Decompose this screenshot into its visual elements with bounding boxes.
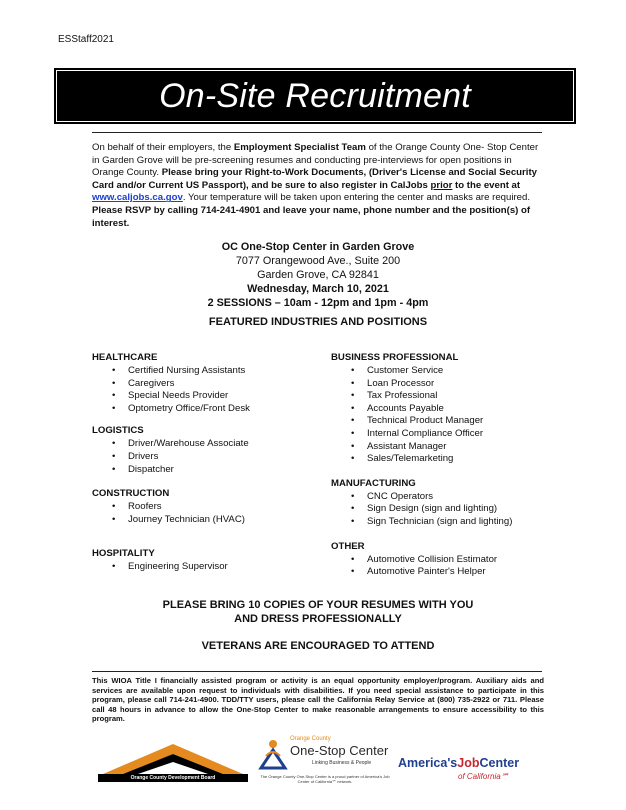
ajc-subtitle: of California℠: [458, 772, 509, 781]
location-address-1: 7077 Orangewood Ave., Suite 200: [235, 255, 401, 267]
osc-footnote: The Orange County One-Stop Center is a proud partner of America's Job Center of California℠ network.: [260, 774, 390, 784]
list-item: • Sign Technician (sign and lighting): [331, 516, 561, 529]
list-item: • Customer Service: [331, 365, 561, 378]
list-item: • Technical Product Manager: [331, 415, 561, 428]
list-item: • Special Needs Provider: [92, 390, 322, 403]
category-manufacturing: MANUFACTURING: [331, 477, 416, 489]
category-logistics: LOGISTICS: [92, 425, 144, 437]
divider-bottom: [92, 671, 542, 672]
intro-bold-3: to the event at: [452, 179, 521, 191]
list-item: • Journey Technician (HVAC): [92, 514, 322, 527]
list-item: • Assistant Manager: [331, 441, 561, 454]
resume-notice-line-1: PLEASE BRING 10 COPIES OF YOUR RESUMES WITH YOU: [162, 599, 474, 611]
list-item: • Automotive Painter's Helper: [331, 566, 561, 579]
wioa-disclaimer: This WIOA Title I financially assisted program or activity is an equal opportunity employer/program. Auxiliary aids and services are available upon request to individuals with disabilities. If you need special assistance to participate in this program, please call 714-241-4900. TDD/TTY users, please call the California Relay Service at (800) 735-2922 or 711. Please call 48 hours in advance to allow the One-Stop Center to make reasonable arrangements to ensure accessibility to this program.: [92, 676, 544, 724]
osc-tagline: Linking Business & People: [312, 760, 372, 766]
other-list: [331, 554, 561, 579]
category-other: OTHER: [331, 540, 365, 552]
event-sessions: 2 SESSIONS – 10am - 12pm and 1pm - 4pm: [207, 297, 429, 309]
document-code: ESStaff2021: [58, 34, 114, 45]
location-address-2: Garden Grove, CA 92841: [257, 269, 379, 281]
intro-bold-1: Employment Specialist Team: [233, 142, 366, 153]
osc-top-text: Orange County: [290, 736, 331, 742]
ocdb-roof-icon: [98, 742, 248, 776]
construction-list: [92, 501, 322, 526]
category-construction: CONSTRUCTION: [92, 488, 170, 500]
resume-notice-line-2: AND DRESS PROFESSIONALLY: [234, 613, 402, 625]
hospitality-list: [92, 561, 322, 574]
list-item: • Optometry Office/Front Desk: [92, 403, 322, 416]
list-item: • CNC Operators: [331, 491, 561, 504]
manufacturing-list: [331, 491, 561, 529]
divider-top: [92, 132, 542, 133]
category-healthcare: HEALTHCARE: [92, 352, 158, 363]
list-item: • Sales/Telemarketing: [331, 453, 561, 466]
event-location: [92, 240, 544, 310]
list-item: • Accounts Payable: [331, 403, 561, 416]
list-item: • Certified Nursing Assistants: [92, 365, 322, 378]
location-name: OC One-Stop Center in Garden Grove: [221, 241, 415, 253]
resume-notice: [92, 598, 544, 626]
list-item: • Drivers: [92, 451, 322, 464]
intro-underline-prior: prior: [430, 179, 453, 191]
list-item: • Sign Design (sign and lighting): [331, 503, 561, 516]
intro-text-2: of the Orange County One- Stop Center in Garden Grove will be pre-screening resumes and conducting pre-interviews for open positions in Orange County.: [92, 142, 539, 179]
intro-text-1: On behalf of their employers, the: [92, 142, 234, 153]
title-banner: [54, 68, 576, 124]
intro-paragraph: [92, 142, 544, 230]
list-item: • Caregivers: [92, 378, 322, 391]
list-item: • Roofers: [92, 501, 322, 514]
list-item: • Engineering Supervisor: [92, 561, 322, 574]
category-hospitality: HOSPITALITY: [92, 548, 155, 560]
ajc-center: Center: [479, 756, 520, 770]
list-item: • Tax Professional: [331, 390, 561, 403]
one-stop-center-logo: [256, 736, 396, 794]
logistics-list: [92, 438, 322, 476]
event-date: Wednesday, March 10, 2021: [247, 283, 389, 295]
intro-rsvp: Please RSVP by calling 714-241-4901 and leave your name, phone number and the position(s) of interest.: [92, 204, 531, 229]
americas-job-center-logo: [398, 756, 538, 786]
ajc-job: Job: [457, 756, 480, 770]
page-title: On-Site Recruitment: [159, 76, 471, 115]
list-item: • Driver/Warehouse Associate: [92, 438, 322, 451]
list-item: • Automotive Collision Estimator: [331, 554, 561, 567]
intro-bold-2: Please bring your Right-to-Work Documents, (Driver's License and Social Security Card and/or Current US Passport), and be sure to also register in CalJobs: [92, 167, 537, 191]
list-item: • Dispatcher: [92, 464, 322, 477]
business-list: [331, 365, 561, 466]
healthcare-list: [92, 365, 322, 415]
category-business-professional: BUSINESS PROFESSIONAL: [331, 352, 459, 363]
industries-left-column: [92, 352, 322, 574]
ocdb-logo: [98, 742, 248, 782]
featured-heading: FEATURED INDUSTRIES AND POSITIONS: [208, 316, 428, 328]
veterans-notice: VETERANS ARE ENCOURAGED TO ATTEND: [201, 640, 435, 652]
ajc-main-text: [398, 756, 519, 770]
osc-main-text: One-Stop Center: [290, 743, 389, 758]
list-item: • Loan Processor: [331, 378, 561, 391]
one-stop-person-icon: [258, 738, 288, 772]
ocdb-label: Orange County Development Board: [98, 774, 248, 782]
intro-text-3: . Your temperature will be taken upon entering the center and masks are required.: [182, 192, 530, 204]
industries-right-column: [331, 352, 561, 579]
ajc-americas: America's: [398, 756, 458, 770]
caljobs-link[interactable]: www.caljobs.ca.gov: [92, 192, 183, 204]
list-item: • Internal Compliance Officer: [331, 428, 561, 441]
